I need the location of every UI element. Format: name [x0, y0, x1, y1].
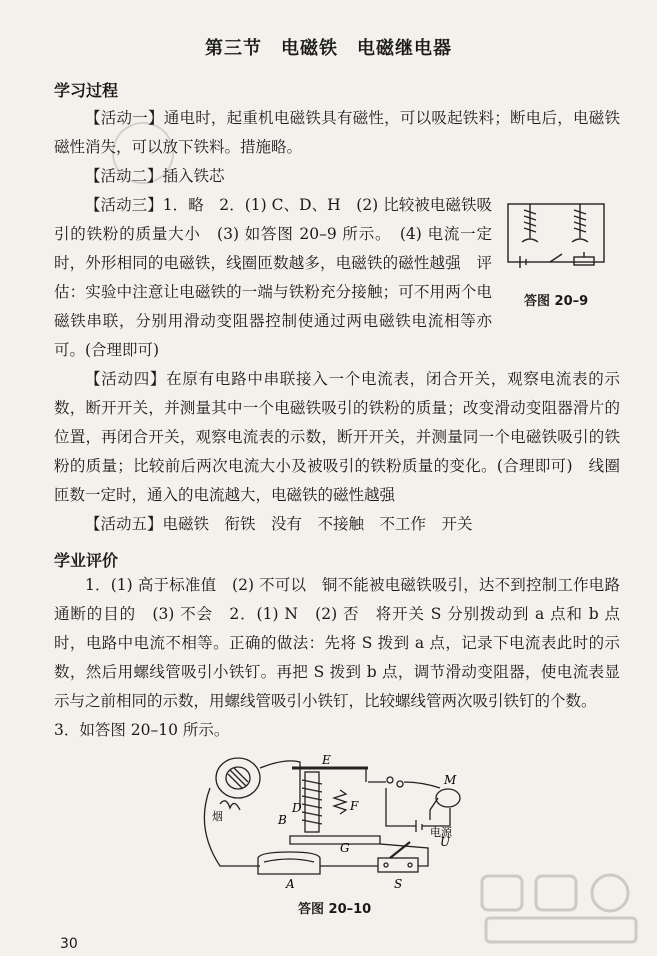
fig10-label-e: E: [322, 753, 331, 767]
figure-20-9-circuit: [500, 196, 612, 278]
page-number: 30: [60, 936, 78, 952]
fig10-label-d: D: [292, 801, 302, 815]
page-title: 第三节 电磁铁 电磁继电器: [205, 38, 452, 59]
fig10-label-power: 电源: [430, 826, 452, 839]
figure-20-10-caption: 答图 20–10: [298, 902, 372, 917]
fig10-label-u: U: [440, 835, 451, 849]
fig10-label-smoke: 烟: [212, 810, 223, 823]
activity-5-text: 【活动五】电磁铁 衔铁 没有 不接触 不工作 开关: [85, 515, 473, 533]
activity-1-text: 【活动一】通电时，起重机电磁铁具有磁性，可以吸起铁料；断电后，电磁铁磁性消失，可以放下铁料。措施略。: [54, 109, 620, 156]
activity-4-text: 【活动四】在原有电路中串联接入一个电流表，闭合开关，观察电流表的示数，断开开关，并测量其中一个电磁铁吸引的铁粉的质量；改变滑动变阻器滑片的位置，再闭合开关，观察电流表的示数，断开开关，并测量同一个电磁铁吸引的铁粉的质量；比较前后两次电流大小及被吸引的铁粉质量的变化。(合理即可) 线圈匝数一定时，通入的电流越大，电磁铁的磁性越强: [54, 370, 620, 504]
activity-2-text: 【活动二】插入铁芯: [85, 167, 225, 185]
section-heading-evaluation: 学业评价: [54, 551, 119, 570]
fig10-label-f: F: [350, 799, 359, 813]
fig10-label-a: A: [286, 877, 295, 891]
fig10-label-g: G: [340, 841, 350, 855]
question-3-text: 3．如答图 20–10 所示。: [54, 721, 230, 739]
watermark-logo: [476, 868, 646, 948]
section-heading-learning: 学习过程: [54, 81, 119, 100]
fig10-label-s: S: [394, 877, 403, 891]
question-1-2-text: 1．(1) 高于标准值 (2) 不可以 铜不能被电磁铁吸引，达不到控制工作电路通断的目的 (3) 不会 2．(1) N (2) 否 将开关 S 分别拨动到 a 点和 b 点时，电路中电流不相等。正确的做法：先将 S 拨到 a 点，记录下电流表此时的示数，然后用螺线管吸引小铁钉。再把 S 拨到 b 点，调节滑动变阻器，使电流表显示与之前相同的示数，用螺线管吸引小铁钉，比较螺线管两次吸引铁钉的个数。: [54, 576, 620, 710]
figure-20-10-circuit: [190, 748, 480, 893]
fig10-label-m: M: [444, 773, 457, 787]
fig10-label-b: B: [278, 813, 287, 827]
activity-3-text: 【活动三】1．略 2．(1) C、D、H (2) 比较被电磁铁吸引的铁粉的质量大小 (3) 如答图 20–9 所示。 (4) 电流一定时，外形相同的电磁铁，线圈匝数越多，电磁铁的磁性越强 评估：实验中注意让电磁铁的一端与铁粉充分接触；可不用两个电磁铁串联，分别用滑动变阻器控制使通过两电磁铁电流相等亦可。(合理即可): [54, 196, 492, 359]
figure-20-9-caption: 答图 20–9: [524, 294, 589, 309]
